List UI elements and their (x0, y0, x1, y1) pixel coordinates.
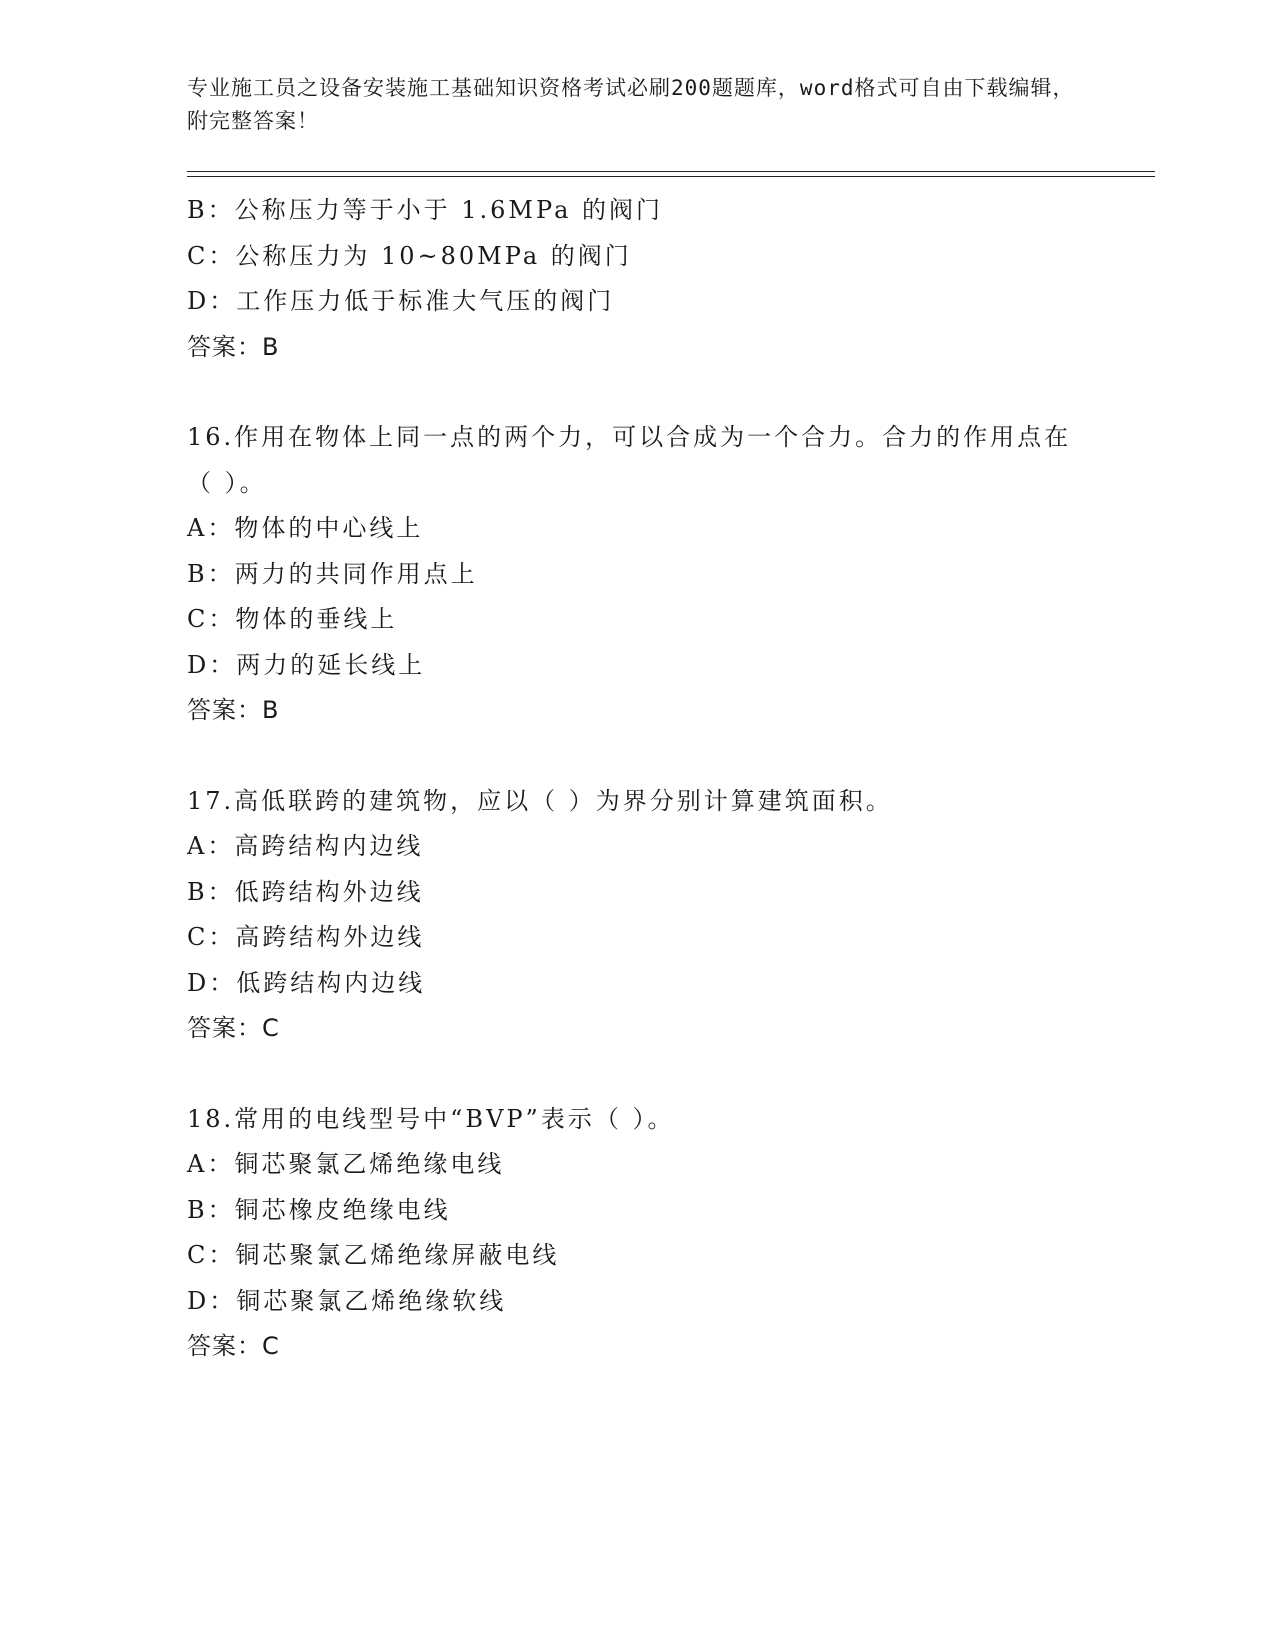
option-c: C：高跨结构外边线 (187, 923, 425, 951)
option-d: D：低跨结构内边线 (187, 968, 426, 997)
option-d: D：铜芯聚氯乙烯绝缘软线 (187, 1286, 507, 1315)
option-c: C：公称压力为 10~80MPa 的阀门 (187, 241, 632, 270)
answer-line: 答案：B (187, 332, 280, 361)
answer-line: 答案：B (187, 696, 280, 724)
option-b: B：两力的共同作用点上 (187, 559, 478, 588)
option-d: D：工作压力低于标准大气压的阀门 (187, 287, 615, 315)
page-header (187, 72, 1087, 138)
question-17 (187, 779, 1097, 1052)
option-a: A：物体的中心线上 (187, 514, 424, 542)
option-d: D：两力的延长线上 (187, 650, 426, 679)
question-18 (187, 1097, 1097, 1370)
option-a: A：高跨结构内边线 (187, 832, 424, 860)
partial-question (187, 188, 1097, 370)
answer-line: 答案：C (187, 1332, 280, 1360)
header-divider-bottom (187, 176, 1155, 177)
document-body (187, 188, 1097, 1370)
option-b: B：低跨结构外边线 (187, 877, 424, 906)
option-c: C：铜芯聚氯乙烯绝缘屏蔽电线 (187, 1241, 560, 1269)
option-b: B：公称压力等于小于 1.6MPa 的阀门 (187, 196, 664, 224)
question-text: 16.作用在物体上同一点的两个力，可以合成为一个合力。合力的作用点在（ ）。 (187, 423, 1072, 497)
question-text: 17.高低联跨的建筑物，应以（ ）为界分别计算建筑面积。 (187, 786, 893, 815)
option-b: B：铜芯橡皮绝缘电线 (187, 1195, 451, 1224)
header-divider-top (187, 171, 1155, 172)
answer-line: 答案：C (187, 1014, 280, 1042)
option-c: C：物体的垂线上 (187, 605, 398, 633)
question-16 (187, 415, 1097, 734)
question-text: 18.常用的电线型号中“BVP”表示（ ）。 (187, 1104, 675, 1133)
option-a: A：铜芯聚氯乙烯绝缘电线 (187, 1150, 505, 1178)
header-title: 专业施工员之设备安装施工基础知识资格考试必刷200题题库，word格式可自由下载编辑，附完整答案！ (187, 76, 1075, 133)
